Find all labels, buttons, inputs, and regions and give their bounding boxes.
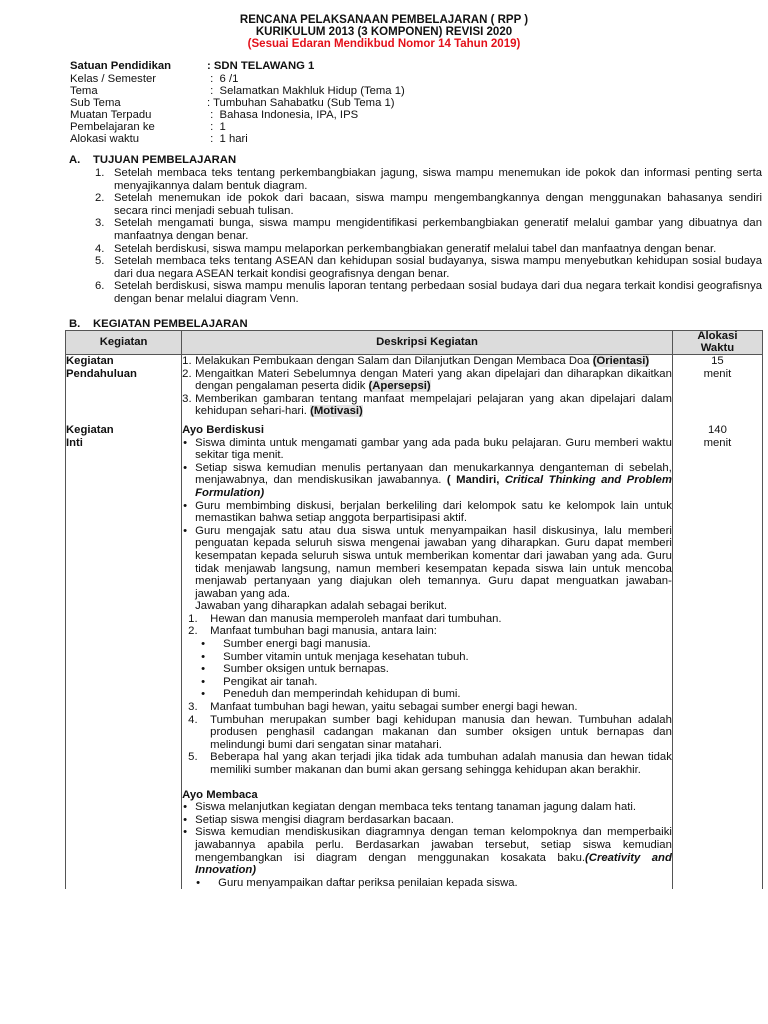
item-number: 6. bbox=[95, 280, 105, 293]
item-text: Setiap siswa kemudian menulis pertanyaan dan menukarkannya denganteman di sebelah, menjawabnya, dan mendiskusikan jawabannya. bbox=[195, 461, 672, 487]
section-number: B. bbox=[69, 318, 81, 330]
waktu-value: 15 bbox=[711, 355, 724, 367]
bullet-item: • Siswa diminta untuk mengamati gambar yang ada pada buku pelajaran. Guru memberi waktu sekitar tiga menit. bbox=[182, 437, 672, 462]
header-alokasi-line2: Waktu bbox=[700, 341, 735, 354]
waktu-cell bbox=[672, 355, 762, 418]
item-number: 3. bbox=[188, 701, 198, 714]
info-value: : Selamatkan Makhluk Hidup (Tema 1) bbox=[207, 85, 405, 97]
header-deskripsi: Deskripsi Kegiatan bbox=[182, 331, 673, 355]
kegiatan-name-line2: Inti bbox=[66, 436, 83, 449]
item-text: Hewan dan manusia memperoleh manfaat dari tumbuhan. bbox=[210, 612, 502, 625]
waktu-value: 140 bbox=[708, 423, 727, 436]
bullet-item: • Guru membimbing diskusi, berjalan berkeliling dari kelompok satu ke kelompok lain untuk memastikan bahwa setiap anggota berpartisipasi aktif. bbox=[182, 500, 672, 525]
objectives-list bbox=[95, 167, 762, 306]
header-kegiatan: Kegiatan bbox=[66, 331, 182, 355]
waktu-cell bbox=[672, 418, 762, 889]
objective-item bbox=[95, 192, 762, 217]
item-number: 1. bbox=[188, 612, 198, 625]
item-text: Setelah menemukan ide pokok dari bacaan, siswa mampu mengembangkannya dengan menggunakan bahasanya sendiri secara rinci menjadi sebuah tulisan. bbox=[114, 192, 762, 217]
expected-intro: Jawaban yang diharapkan adalah sebagai berikut. bbox=[195, 600, 448, 613]
list-item bbox=[182, 368, 672, 393]
item-tag-italic: (Creativity and Innovation) bbox=[195, 851, 672, 877]
item-text: Setelah membaca teks tentang ASEAN dan kehidupan sosial budayanya, siswa mampu menyebutkan kehidupan sosial budaya dari dua negara ASEAN terkait kondisi geografisnya dengan benar. bbox=[114, 255, 762, 280]
objective-item bbox=[95, 255, 762, 280]
item-number: 1. bbox=[182, 355, 192, 367]
info-value: : Tumbuhan Sahabatku (Sub Tema 1) bbox=[207, 97, 395, 109]
benefit-item: • Pengikat air tanah. bbox=[201, 676, 672, 689]
info-label: Pembelajaran ke bbox=[70, 121, 155, 133]
item-text: Manfaat tumbuhan bagi hewan, yaitu sebagai sumber energi bagi hewan. bbox=[210, 701, 578, 714]
section-title: TUJUAN PEMBELAJARAN bbox=[93, 154, 237, 166]
list-item bbox=[182, 355, 672, 368]
item-tag-italic: Critical Thinking and Problem Formulation) bbox=[195, 474, 672, 499]
highlight-tag: (Apersepsi) bbox=[368, 380, 431, 393]
answer-item bbox=[188, 625, 672, 638]
section-title: KEGIATAN PEMBELAJARAN bbox=[93, 318, 248, 330]
section-number: A. bbox=[69, 154, 81, 166]
info-value: : 1 hari bbox=[207, 133, 248, 145]
objective-item bbox=[95, 167, 762, 192]
doc-subtitle: KURIKULUM 2013 (3 KOMPONEN) REVISI 2020 bbox=[255, 26, 513, 38]
header-alokasi-line1: Alokasi bbox=[697, 330, 738, 342]
benefit-item: • Sumber oksigen untuk bernapas. bbox=[201, 663, 672, 676]
deskripsi-cell bbox=[182, 418, 673, 889]
objective-item bbox=[95, 280, 762, 305]
kegiatan-cell bbox=[66, 355, 182, 418]
kegiatan-name-line1: Kegiatan bbox=[66, 423, 114, 436]
item-text: Setelah berdiskusi, siswa mampu melaporkan perkembangbiakan generatif melalui tabel dan manfaatnya dengan benar. bbox=[114, 242, 717, 255]
doc-title: RENCANA PELAKSANAAN PEMBELAJARAN ( RPP ) bbox=[239, 14, 529, 26]
info-label: Tema bbox=[70, 85, 98, 97]
doc-reference: (Sesuai Edaran Mendikbud Nomor 14 Tahun 2019) bbox=[247, 38, 521, 50]
item-text: Setelah mengamati bunga, siswa mampu mengidentifikasi perkembangbiakan generatif melalui gambar yang dibuatnya dan manfaatnya dengan benar. bbox=[114, 217, 762, 242]
item-tag: ( Mandiri, bbox=[446, 474, 505, 487]
info-label: Satuan Pendidikan bbox=[70, 60, 172, 72]
item-text: Beberapa hal yang akan terjadi jika tidak ada tumbuhan adalah manusia dan hewan tidak memiliki sumber makanan dan bumi akan gersang sehingga kehidupan akan berakhir. bbox=[210, 751, 672, 776]
item-text: Tumbuhan merupakan sumber bagi kehidupan manusia dan hewan. Tumbuhan adalah produsen penghasil cadangan makanan dan sumber oksigen untuk bernapas dan melindungi bumi dari sengatan sinar matahari. bbox=[210, 713, 672, 751]
info-label: Kelas / Semester bbox=[70, 73, 157, 85]
item-number: 2. bbox=[182, 367, 192, 380]
answer-item bbox=[188, 751, 672, 776]
bullet-item: • Siswa melanjutkan kegiatan dengan membaca teks tentang tanaman jagung dalam hati. bbox=[182, 801, 672, 814]
table-header-row bbox=[66, 331, 763, 355]
item-text: Setelah membaca teks tentang perkembangbiakan jagung, siswa mampu menemukan ide pokok dan informasi penting serta menyajikannya dalam bentuk diagram. bbox=[114, 167, 762, 192]
info-row bbox=[70, 133, 570, 146]
objective-item bbox=[95, 217, 762, 242]
info-value: : 6 /1 bbox=[207, 73, 239, 85]
kegiatan-cell bbox=[66, 418, 182, 889]
info-label: Sub Tema bbox=[70, 97, 121, 109]
subheading-ayo-membaca: Ayo Membaca bbox=[182, 788, 258, 801]
item-number: 5. bbox=[188, 751, 198, 764]
item-number: 5. bbox=[95, 255, 105, 268]
info-label: Muatan Terpadu bbox=[70, 109, 152, 121]
header-alokasi bbox=[672, 331, 762, 355]
info-label: Alokasi waktu bbox=[70, 133, 140, 145]
item-number: 1. bbox=[95, 167, 105, 179]
item-number: 4. bbox=[95, 242, 105, 255]
benefit-item: • Sumber energi bagi manusia. bbox=[201, 638, 672, 651]
bullet-item: • Guru mengajak satu atau dua siswa untuk menyampaikan hasil diskusinya, lalu memberi penguatan kepada seluruh siswa mengenai jawaban yang diharapkan. Guru dapat memberi kesempatan kepada seluruh siswa untuk memberikan komentar dari jawaban yang ada. Guru tidak menjawab langsung, namun memberi kesempatan kepada siswa lain untuk mencoba menjawab pertanyaan yang diajukan oleh temannya. Guru dapat menguatkan jawaban-jawaban yang ada. bbox=[182, 525, 672, 601]
item-text: Setelah berdiskusi, siswa mampu menulis laporan tentang perbedaan sosial budaya dari dua negara terkait kondisi geografisnya dengan benar melalui diagram Venn. bbox=[114, 280, 762, 305]
objective-item bbox=[95, 243, 762, 256]
item-text: Mengaitkan Materi Sebelumnya dengan Materi yang akan dipelajari dan diharapkan dikaitkan dengan pengalaman peserta didik bbox=[195, 367, 672, 393]
kegiatan-name-line1: Kegiatan bbox=[66, 355, 114, 367]
item-text: Manfaat tumbuhan bagi manusia, antara lain: bbox=[210, 625, 437, 638]
answer-item bbox=[188, 701, 672, 714]
waktu-unit: menit bbox=[703, 367, 732, 380]
bullet-item: • Guru menyampaikan daftar periksa penilaian kepada siswa. bbox=[196, 877, 672, 890]
item-number: 4. bbox=[188, 713, 198, 726]
item-number: 2. bbox=[95, 192, 105, 205]
list-item bbox=[182, 393, 672, 418]
item-number: 3. bbox=[182, 392, 192, 405]
bullet-item: • Setiap siswa mengisi diagram berdasarkan bacaan. bbox=[182, 814, 672, 827]
item-text: Melakukan Pembukaan dengan Salam dan Dilanjutkan Dengan Membaca Doa bbox=[195, 355, 593, 367]
bullet-item bbox=[182, 462, 672, 500]
spacer bbox=[182, 777, 672, 789]
info-row bbox=[70, 60, 570, 73]
info-value: : Bahasa Indonesia, IPA, IPS bbox=[207, 109, 359, 121]
item-number: 2. bbox=[188, 625, 198, 638]
benefit-item: • Sumber vitamin untuk menjaga kesehatan tubuh. bbox=[201, 651, 672, 664]
item-text: Memberikan gambaran tentang manfaat mempelajari pelajaran yang akan dipelajari dalam kehidupan sehari-hari. bbox=[195, 392, 672, 418]
info-value: : 1 bbox=[207, 121, 226, 133]
item-number: 3. bbox=[95, 217, 105, 230]
answer-item bbox=[188, 714, 672, 752]
section-b-heading bbox=[69, 318, 248, 331]
subheading-ayo-berdiskusi: Ayo Berdiskusi bbox=[182, 423, 264, 436]
activities-table bbox=[65, 330, 763, 889]
bullet-item bbox=[182, 826, 672, 876]
section-a-heading bbox=[69, 154, 236, 167]
table-row-pendahuluan bbox=[66, 355, 763, 418]
table-row-inti bbox=[66, 418, 763, 889]
info-value: : SDN TELAWANG 1 bbox=[207, 60, 315, 72]
item-text: Siswa kemudian mendiskusikan diagramnya dengan teman kelompoknya dan memperbaiki jawabannya apabila perlu. Berdasarkan jawaban tersebut, setiap siswa kemudian mengembangkan isi diagram dengan menggunakan kosakata baku. bbox=[195, 826, 672, 864]
deskripsi-cell bbox=[182, 355, 673, 418]
waktu-unit: menit bbox=[703, 436, 732, 449]
benefit-item: • Peneduh dan memperindah kehidupan di bumi. bbox=[201, 688, 672, 701]
highlight-tag: (Motivasi) bbox=[310, 405, 363, 418]
kegiatan-name-line2: Pendahuluan bbox=[66, 367, 137, 380]
answer-item bbox=[188, 613, 672, 626]
highlight-tag: (Orientasi) bbox=[592, 355, 650, 367]
